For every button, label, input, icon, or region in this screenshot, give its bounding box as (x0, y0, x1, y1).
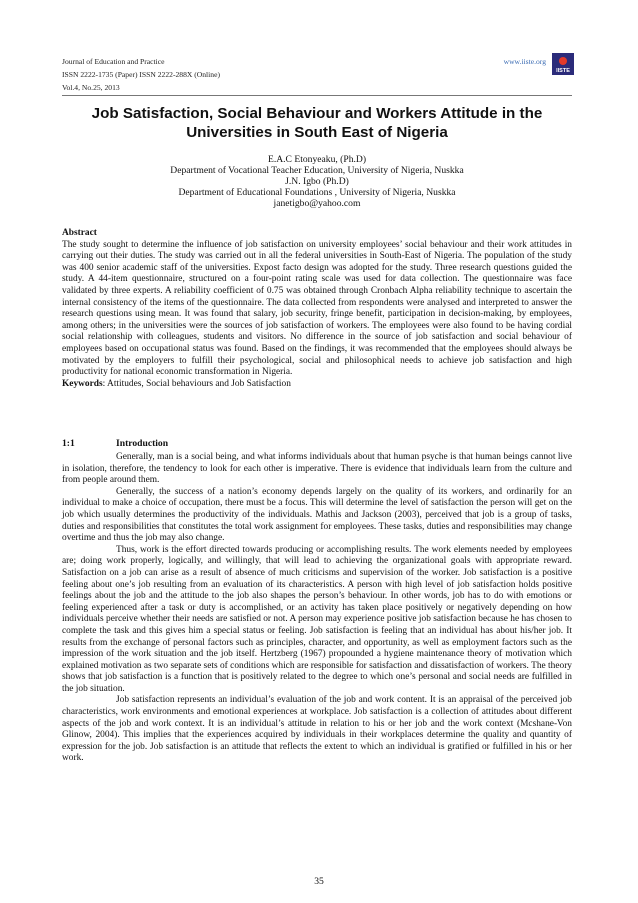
author-2-name: J.N. Igbo (Ph.D) (285, 176, 349, 187)
abstract-heading: Abstract (62, 228, 97, 238)
iiste-logo-icon (552, 53, 574, 75)
author-1-affiliation: Department of Vocational Teacher Education, University of Nigeria, Nuskka (170, 165, 464, 176)
paper-title: Job Satisfaction, Social Behaviour and Workers Attitude in the Universities in South East of Nigeria (91, 105, 543, 141)
journal-name: Journal of Education and Practice (62, 57, 165, 66)
paragraph: Thus, work is the effort directed towards producing or accomplishing results. The work elements needed by employees are; doing work properly, logically, and willingly, that will lead to achieving the organizational goals with appropriate reward. Satisfaction on a job can arise as a result of absence of much criticisms and supervision of the worker. Job satisfaction is a positive feeling about one’s job resulting from an evaluation of its characteristics. A person with high level of job satisfaction holds positive feelings about the job and the attitude to the job also shapes the person’s behaviour. In other words, job has to do with emotions or feeling experienced after a task or duty is accomplished, or an activity has taken place positively or negatively depending on how individuals perceive whether their needs are satisfied or not. A person may experience positive job satisfaction because he has chosen to complete the task and this gives him a special status or feeling. Job satisfaction is feeling that an individual has about his/her job. It results from the exchange of personal factors such as principles, character, and opportunity, as well as employment factors such as the impression of the work situation and the job itself. Hertzberg (1967) propounded a hygiene maintenance theory of motivation which explained motivation as two separate sets of conditions which are responsible for satisfaction and dissatisfaction of workers. The theory shows that job satisfaction is a function that is positively related to the degree to which one’s personal and social needs are fulfilled in the job situation. (62, 544, 572, 694)
issn-line: ISSN 2222-1735 (Paper) ISSN 2222-288X (Online) (62, 70, 220, 79)
paragraph: Generally, man is a social being, and what informs individuals about that human psyche is that human beings cannot live in isolation, therefore, the tendency to look for each other is imperative. There is evidence that individuals learn from the culture and from people around them. (62, 452, 572, 486)
section-heading (62, 438, 168, 449)
author-1-name: E.A.C Etonyeaku, (Ph.D) (267, 154, 367, 165)
abstract-section (62, 228, 572, 390)
author-2-affiliation: Department of Educational Foundations , University of Nigeria, Nuskka (178, 187, 456, 198)
website-link[interactable]: www.iiste.org (503, 57, 546, 66)
keywords-text: : Attitudes, Social behaviours and Job Satisfaction (102, 378, 291, 389)
svg-text:IISTE: IISTE (556, 68, 570, 74)
introduction-body (62, 452, 572, 765)
volume-line: Vol.4, No.25, 2013 (62, 83, 120, 92)
header-rule (62, 95, 572, 96)
author-block (62, 154, 572, 209)
section-title: Introduction (116, 438, 169, 449)
paragraph: Job satisfaction represents an individual’s evaluation of the job and work content. It is an appraisal of the perceived job characteristics, work environments and emotional experiences at workplace. Job satisfaction is a collection of attitudes about different aspects of the job and work context. It is an individual’s attitude in relation to his or her job and the work context (Mcshane-Von Glinow, 2004). This implies that the experiences acquired by individuals in their workplaces determine the quality and quantity of expression for the job. Job satisfaction is an attitude that reflects the extent to which an individual is gratified or fulfilled in his or her work. (62, 695, 572, 764)
page-number: 35 (314, 876, 324, 887)
keywords-label: Keywords (62, 378, 103, 389)
paragraph: Generally, the success of a nation’s economy depends largely on the quality of its workers, and ordinarily for an individual to make a choice of occupation, there must be a focus. This will determine the level of satisfaction the person will get on the job which usually determines the productivity of the individuals. Mathis and Jackson (2003), perceived that job is a group of tasks, duties and responsibilities that constitutes the total work assignment for employees. These tasks, duties and responsibilities may change overtime and thus the job may also change. (62, 486, 572, 544)
section-number: 1:1 (62, 438, 75, 449)
abstract-text: The study sought to determine the influence of job satisfaction on university employees’ social behaviour and their work attitudes in carrying out their duties. The study was carried out in all the federal universities in South-East of Nigeria. The population of the study was 400 senior academic staff of the universities. Expost facto design was adopted for the study. Three research questions guided the study. A 44-item questionnaire, structured on a four-point rating scale was used for data collection. The questionnaire was face validated by three experts. A reliability coefficient of 0.75 was obtained through Cronbach Alpha reliability technique to ascertain the internal consistency of the items of the questionnaire. The data collected from respondents were analysed and interpreted to answer the research questions using mean. It was found that salary, job security, fringe benefit, participation in decision-making, by employees, among others; in the universities were the sources of job satisfaction of workers. The employees were also found to be having cordial social relationship with colleagues, students and visitors. No difference in the source of job satisfaction and social behaviour of employees based on occupational status was found. Based on the findings, it was recommended that the employees should always be motivated by the employers to fulfill their psychological, social and philosophical needs to achieve job satisfaction and high productivity for national economic transformation in Nigeria. (62, 239, 572, 378)
author-email: janetigbo@yahoo.com (273, 198, 361, 209)
keywords-line (62, 379, 572, 391)
